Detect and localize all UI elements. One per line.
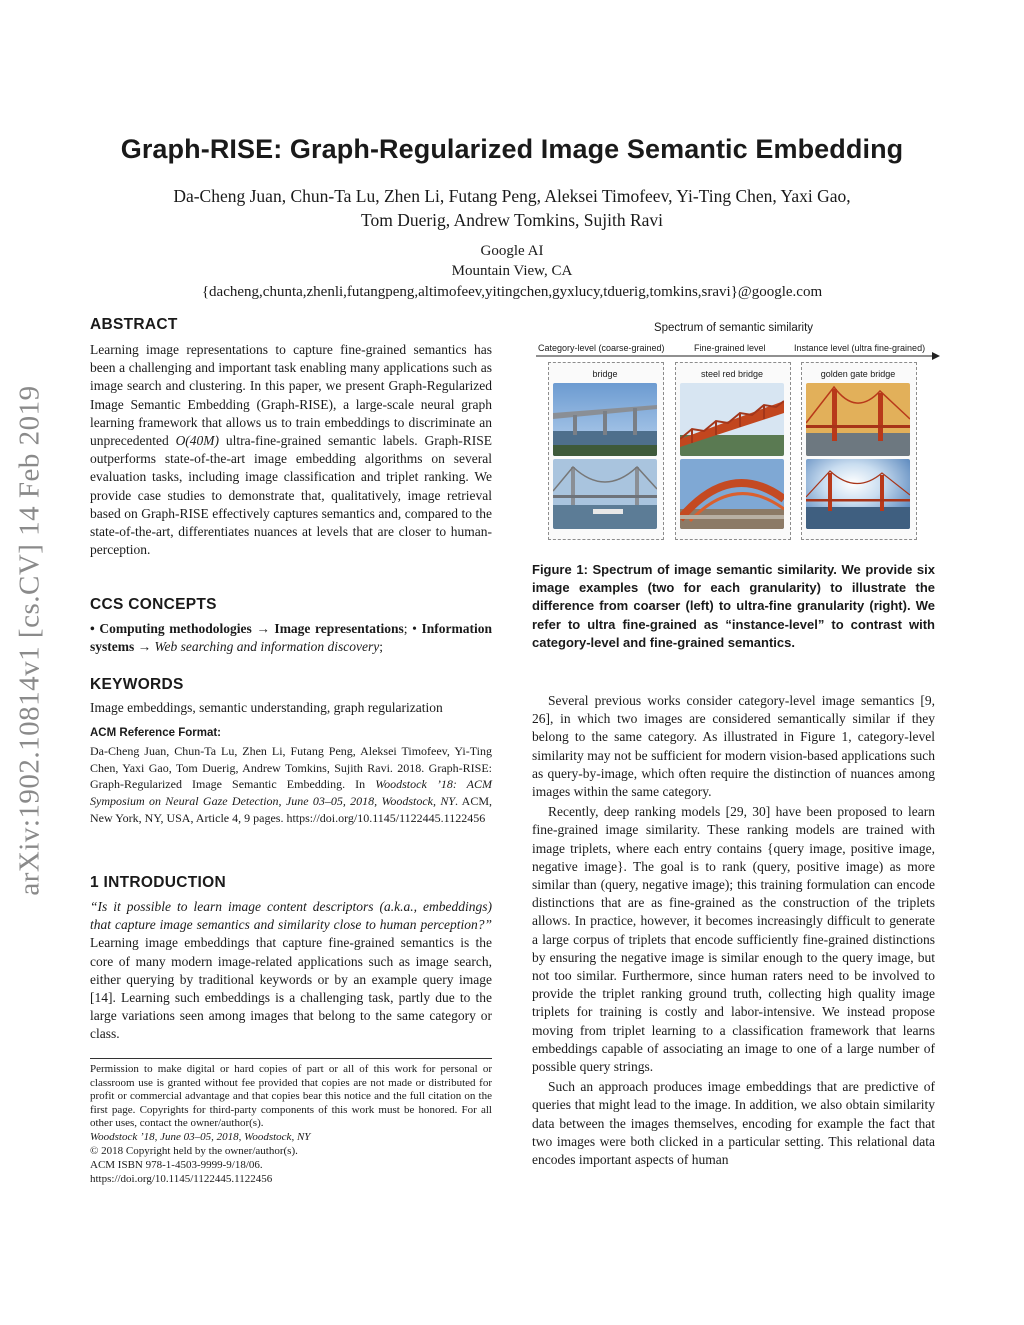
acm-ref-part1: Da-Cheng Juan, Chun-Ta Lu, Zhen Li, Futang Peng, Aleksei Timofeev, Yi-Ting Chen, Yaxi Gao, Tom Duerig, Andrew Tomkins, Sujith Ravi. 2018. Graph-RISE: Graph-Regularized Image Semantic Embedding. In: [90, 744, 492, 792]
footnote-copyright: © 2018 Copyright held by the owner/author(s).: [90, 1145, 298, 1157]
ccs-separator: ; •: [403, 621, 422, 636]
arxiv-stamp: arXiv:1902.10814v1 [cs.CV] 14 Feb 2019: [13, 385, 46, 896]
footnote-isbn: ACM ISBN 978-1-4503-9999-9/18/06.: [90, 1159, 263, 1171]
figure-group-label-2: steel red bridge: [700, 369, 764, 379]
location: Mountain View, CA: [451, 263, 573, 279]
authors-line-1: Da-Cheng Juan, Chun-Ta Lu, Zhen Li, Futang Peng, Aleksei Timofeev, Yi-Ting Chen, Yaxi Gao,: [173, 186, 851, 206]
author-emails: {dacheng,chunta,zhenli,futangpeng,altimofeev,yitingchen,gyxlucy,tduerig,tomkins,sravi}@google.com: [201, 284, 823, 300]
bridge-photo-1: [553, 383, 657, 456]
paper-title: Graph-RISE: Graph-Regularized Image Semantic Embedding: [120, 134, 904, 164]
figure-caption: Figure 1: Spectrum of image semantic similarity. We provide six image examples (two for each granularity) to illustrate the difference from coarser (left) to ultra-fine granularity (right). We refer to ultra fine-grained as “instance-level” to contrast with category-level and fine-grained semantics.: [532, 562, 935, 650]
acm-ref-part2: . ACM, New York, NY, USA, Article 4, 9 pages. https://doi.org/10.1145/1122445.1122456: [90, 794, 492, 825]
bridge-photo-2: [553, 459, 657, 529]
steel-red-bridge-photo-1: [680, 383, 784, 456]
ccs-text: [90, 620, 492, 656]
abstract-text-part2: ultra-fine-grained semantic labels. Graph-RISE outperforms state-of-the-art image embedding algorithms on several evaluation tasks, including image classification and triplet ranking. We provide case studies to demonstrate that, qualitatively, image retrieval based on Graph-RISE effectively captures semantics and, compared to the state-of-the-art, differentiates nuances at levels that are closer to human-perception.: [90, 433, 492, 558]
acm-ref-text: [90, 743, 492, 827]
ccs-item-2: Information systems →: [90, 621, 492, 655]
figure-level-left: Category-level (coarse-grained): [538, 343, 665, 353]
keywords-heading: KEYWORDS: [90, 676, 184, 693]
ccs-heading: CCS CONCEPTS: [90, 596, 217, 613]
golden-gate-photo-2: [806, 459, 910, 529]
figure-level-right: Instance level (ultra fine-grained): [794, 343, 926, 353]
footnote-rule: [90, 1058, 492, 1059]
figure-spectrum-title: Spectrum of semantic similarity: [653, 322, 814, 334]
footnote-venue: Woodstock ’18, June 03–05, 2018, Woodstock, NY: [90, 1131, 311, 1143]
abstract-math: O(40M): [175, 433, 220, 449]
abstract-heading: ABSTRACT: [90, 316, 178, 333]
figure-group-label-3: golden gate bridge: [820, 369, 896, 379]
acm-ref-venue: Woodstock ’18: ACM Symposium on Neural Gaze Detection, June 03–05, 2018, Woodstock, NY: [90, 777, 492, 809]
steel-red-bridge-photo-2: [680, 459, 784, 529]
ccs-item-1: • Computing methodologies → Image representations: [90, 621, 404, 636]
abstract-text-part1: Learning image representations to capture fine-grained semantics has been a challenging and important task enabling many applications such as image search and clustering. In this paper, we present Graph-Regularized Image Semantic Embedding (Graph-RISE), a large-scale neural graph learning framework that allows us to train embeddings to discriminate an unprecedented: [90, 342, 492, 449]
golden-gate-photo-1: [806, 383, 910, 456]
right-paragraph-2: Recently, deep ranking models [29, 30] have been proposed to learn fine-grained image similarity. These ranking models are trained with image triplets, where each entry contains {query image, positive image, negative image}. The goal is to rank (query, positive image) as more similar than (query, negative image); this training formulation can encode distinctions that are as fine-grained as the construction of the triplets allows. In practice, however, it becomes increasingly difficult to generate a large corpus of triplets that encode sufficiently fine-grained distinctions by ensuring the negative image is similar enough to the query image, but not too similar. Furthermore, since human raters need to be involved to provide the triplet ranking ground truth, collecting high quality image triplets for training is costly and labor-intensive. We instead propose moving from triplet learning to a classification framework that learns embeddings capable of associating an image to one of a large number of possible query strings.: [532, 804, 935, 1075]
right-column-text: [532, 692, 935, 1169]
intro-text: [90, 898, 492, 1044]
footnote-permission: Permission to make digital or hard copies of part or all of this work for personal or classroom use is granted without fee provided that copies are not made or distributed for profit or commercial advantage and that copies bear this notice and the full citation on the first page. Copyrights for third-party components of this work must be honored. For all other uses, contact the owner/author(s).: [90, 1063, 492, 1130]
spectrum-arrow: [532, 352, 942, 362]
authors-line-2: Tom Duerig, Andrew Tomkins, Sujith Ravi: [360, 210, 663, 230]
affiliation: Google AI: [480, 243, 544, 259]
ccs-end: ;: [379, 639, 383, 655]
ccs-item-2-detail: Web searching and information discovery: [151, 639, 380, 655]
right-paragraph-3: Such an approach produces image embeddings that are predictive of queries that might lead to the image. In addition, we also obtain similarity data between the images themselves, encoding for example the fact that two images were both clicked in a particular setting. This relational data encodes important aspects of human: [532, 1079, 935, 1168]
keywords-text: Image embeddings, semantic understanding, graph regularization: [90, 700, 443, 715]
figure-group-label-1: bridge: [592, 369, 618, 379]
figure-level-mid: Fine-grained level: [694, 343, 766, 353]
right-paragraph-1: Several previous works consider category-level image semantics [9, 26], in which two images are considered semantically similar if they belong to the same category. As illustrated in Figure 1, category-level similarity may not be sufficient for modern vision-based applications such as query-by-image, which often require the distinction of nuances among images within the same category.: [532, 693, 935, 800]
intro-body: Learning image embeddings that capture fine-grained semantics is the core of many modern image-related applications such as image search, either querying by traditional keywords or by an example query image [14]. Learning such embeddings is a challenging task, partly due to the large variations seen among images that belong to the same category or class.: [90, 935, 492, 1042]
acm-ref-heading: ACM Reference Format:: [90, 727, 221, 739]
intro-heading: 1 INTRODUCTION: [90, 874, 226, 891]
footnote-doi: https://doi.org/10.1145/1122445.1122456: [90, 1173, 273, 1185]
abstract-text: [90, 341, 492, 559]
intro-quote: “Is it possible to learn image content descriptors (a.k.a., embeddings) that capture image semantics and similarity close to human perception?”: [90, 899, 492, 933]
